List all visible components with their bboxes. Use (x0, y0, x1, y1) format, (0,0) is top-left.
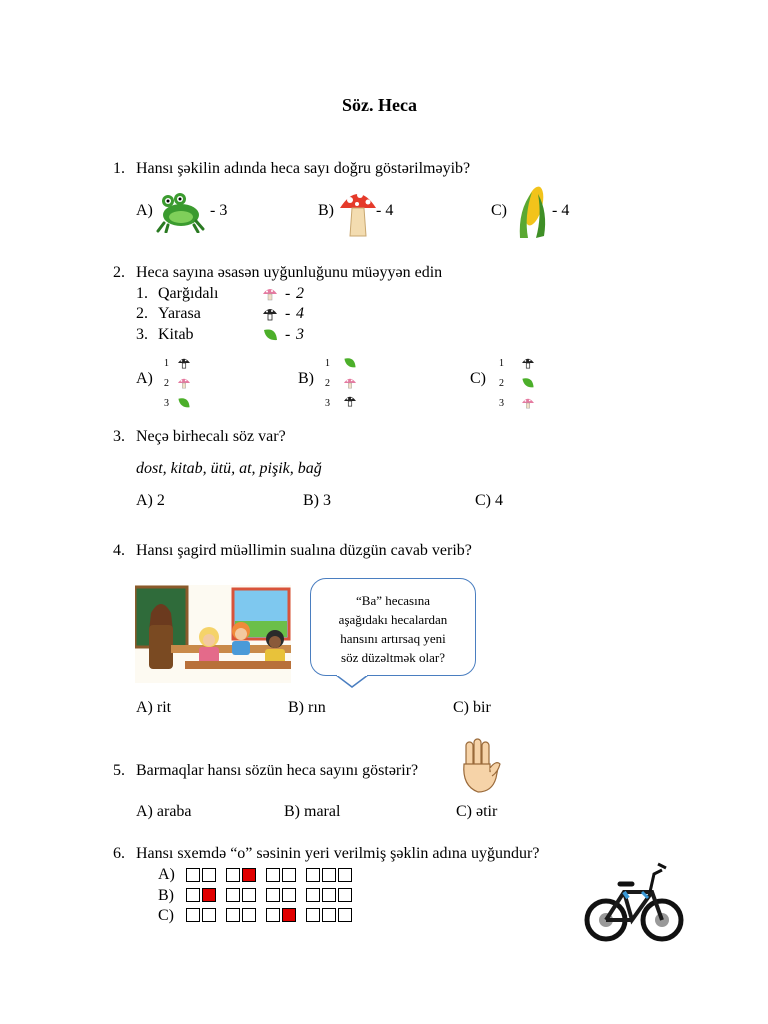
three-fingers-hand-icon (456, 738, 502, 794)
q3-option-c: C) 4 (475, 492, 503, 509)
q2-item-3-number: 3. (136, 326, 148, 343)
black-mushroom-icon (262, 307, 278, 321)
green-leaf-icon (263, 328, 278, 342)
question-2-text: Heca sayına əsasən uyğunluğunu müəyyən edin (136, 264, 443, 281)
black-mushroom-icon (521, 357, 535, 369)
pink-mushroom-icon (262, 287, 278, 301)
q3-option-b: B) 3 (303, 492, 331, 509)
sound-cell (282, 888, 296, 902)
sound-cell (322, 868, 336, 882)
sound-cell (186, 888, 200, 902)
syllable-group (306, 888, 354, 902)
syllable-scheme-a (186, 868, 362, 882)
syllable-scheme-c (186, 908, 362, 922)
sound-cell (306, 868, 320, 882)
question-2-number: 2. (113, 264, 125, 281)
q2-option-b-label: B) (298, 370, 314, 387)
syllable-group (226, 908, 258, 922)
q2-item-3-value: 3 (296, 326, 304, 343)
q5-option-c: C) ətir (456, 803, 498, 820)
pink-mushroom-icon (177, 377, 191, 389)
syllable-scheme-b (186, 888, 362, 902)
q2-item-1-word: Qarğıdalı (158, 285, 219, 302)
green-leaf-icon (521, 377, 535, 389)
q6-option-a-label: A) (158, 866, 175, 883)
corn-icon (514, 180, 550, 240)
syllable-group (266, 908, 298, 922)
mushroom-icon (338, 186, 378, 238)
syllable-group (186, 888, 218, 902)
sound-cell (306, 888, 320, 902)
pink-mushroom-icon (521, 397, 535, 409)
pink-mushroom-icon (343, 377, 357, 389)
q6-option-c-label: C) (158, 907, 174, 924)
q1-option-c-label: C) (491, 202, 507, 219)
black-mushroom-icon (177, 357, 191, 369)
q1-option-c-value: - 4 (552, 202, 570, 219)
sound-cell (322, 908, 336, 922)
highlighted-sound-cell (282, 908, 296, 922)
sound-cell (338, 868, 352, 882)
q1-option-b-value: - 4 (376, 202, 394, 219)
syllable-group (186, 908, 218, 922)
sound-cell (242, 888, 256, 902)
question-6-text: Hansı sxemdə “o” səsinin yeri verilmiş şəklin adına uyğundur? (136, 845, 540, 862)
sound-cell (226, 868, 240, 882)
sound-cell (338, 888, 352, 902)
q2-item-1-number: 1. (136, 285, 148, 302)
q2-item-2-number: 2. (136, 305, 148, 322)
syllable-group (226, 888, 258, 902)
q2-option-a-row-1-number: 1 (164, 358, 169, 369)
q2-option-b-row-3-number: 3 (325, 398, 330, 409)
sound-cell (202, 868, 216, 882)
q5-option-b: B) maral (284, 803, 341, 820)
question-6-number: 6. (113, 845, 125, 862)
speech-bubble-line-1: “Ba” hecasına (356, 593, 430, 608)
q2-option-a-label: A) (136, 370, 153, 387)
syllable-group (226, 868, 258, 882)
sound-cell (186, 868, 200, 882)
speech-bubble-tail (336, 675, 370, 689)
question-1-number: 1. (113, 160, 125, 177)
sound-cell (202, 908, 216, 922)
q2-option-c-row-3-number: 3 (499, 398, 504, 409)
speech-bubble-line-4: söz düzəltmək olar? (341, 650, 445, 665)
green-leaf-icon (177, 397, 191, 409)
q2-option-b-row-1-number: 1 (325, 358, 330, 369)
q2-option-b-row-2-number: 2 (325, 378, 330, 389)
question-5-number: 5. (113, 762, 125, 779)
q4-option-c: C) bir (453, 699, 491, 716)
q6-option-b-label: B) (158, 887, 174, 904)
q2-option-c-row-1-number: 1 (499, 358, 504, 369)
q4-option-b: B) rın (288, 699, 326, 716)
speech-bubble (310, 578, 476, 676)
sound-cell (266, 868, 280, 882)
question-1-text: Hansı şəkilin adında heca sayı doğru göstərilməyib? (136, 160, 471, 177)
q2-option-a-row-3-number: 3 (164, 398, 169, 409)
q5-option-a: A) araba (136, 803, 192, 820)
q1-option-a-label: A) (136, 202, 153, 219)
syllable-group (186, 868, 218, 882)
q2-item-1-dash: - (285, 285, 291, 302)
question-5-text: Barmaqlar hansı sözün heca sayını göstərir? (136, 762, 419, 779)
black-mushroom-icon (343, 395, 357, 407)
frog-icon (156, 189, 206, 233)
question-3-number: 3. (113, 428, 125, 445)
sound-cell (266, 908, 280, 922)
green-leaf-icon (343, 357, 357, 369)
q1-option-a-value: - 3 (210, 202, 228, 219)
sound-cell (242, 908, 256, 922)
q2-option-c-row-2-number: 2 (499, 378, 504, 389)
q1-option-b-label: B) (318, 202, 334, 219)
q2-item-2-dash: - (285, 305, 291, 322)
highlighted-sound-cell (202, 888, 216, 902)
bicycle-icon (584, 852, 684, 952)
q2-item-1-value: 2 (296, 285, 304, 302)
q2-item-3-dash: - (285, 326, 291, 343)
sound-cell (322, 888, 336, 902)
speech-bubble-line-2: aşağıdakı hecalardan (338, 612, 448, 627)
classroom-illustration (135, 585, 291, 683)
sound-cell (226, 888, 240, 902)
sound-cell (226, 908, 240, 922)
syllable-group (266, 868, 298, 882)
sound-cell (282, 868, 296, 882)
q2-item-2-word: Yarasa (158, 305, 201, 322)
sound-cell (266, 888, 280, 902)
q3-option-a: A) 2 (136, 492, 165, 509)
question-3-text: Neçə birhecalı söz var? (136, 428, 286, 445)
question-4-number: 4. (113, 542, 125, 559)
sound-cell (186, 908, 200, 922)
q2-item-2-value: 4 (296, 305, 304, 322)
q2-item-3-word: Kitab (158, 326, 194, 343)
q2-option-c-label: C) (470, 370, 486, 387)
syllable-group (306, 868, 354, 882)
sound-cell (306, 908, 320, 922)
sound-cell (338, 908, 352, 922)
syllable-group (266, 888, 298, 902)
speech-bubble-line-3: hansını artırsaq yeni (340, 631, 446, 646)
syllable-group (306, 908, 354, 922)
page-title: Söz. Heca (342, 95, 417, 115)
highlighted-sound-cell (242, 868, 256, 882)
question-4-text: Hansı şagird müəllimin sualına düzgün cavab verib? (136, 542, 472, 559)
q4-option-a: A) rit (136, 699, 172, 716)
q2-option-a-row-2-number: 2 (164, 378, 169, 389)
question-3-words: dost, kitab, ütü, at, pişik, bağ (136, 460, 322, 477)
